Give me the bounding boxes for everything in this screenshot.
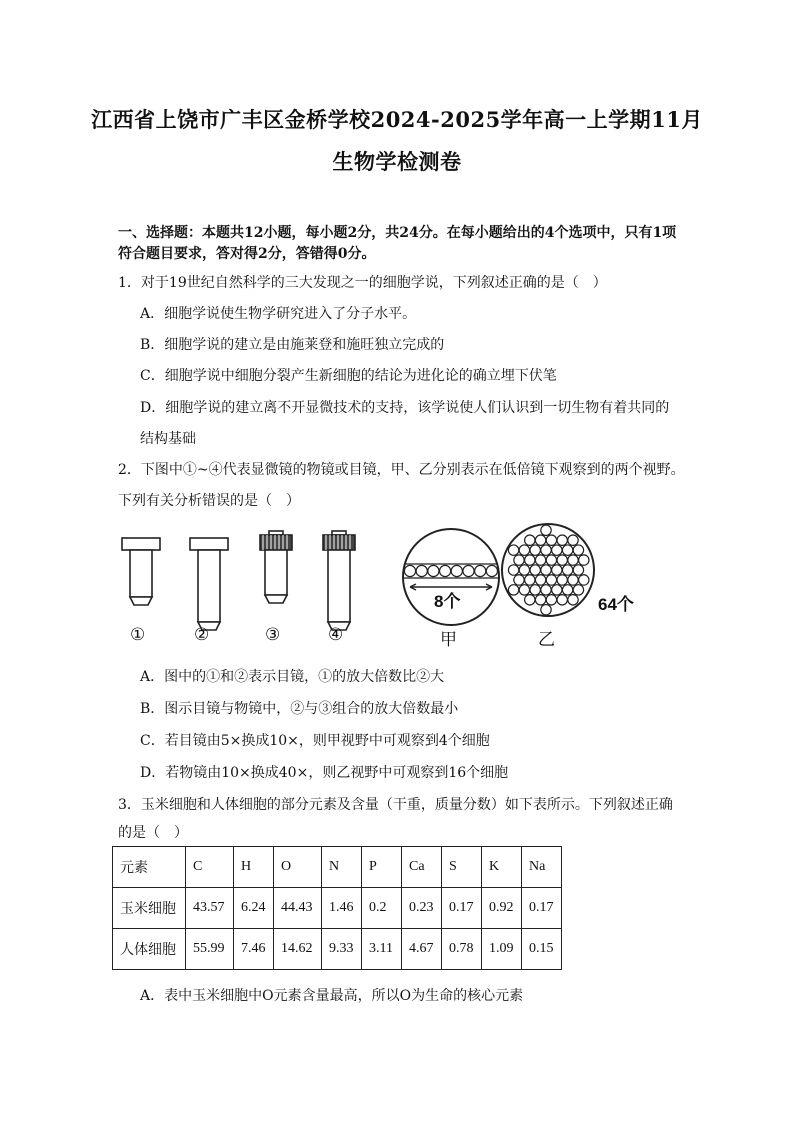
table-cell: 7.46 — [234, 929, 274, 970]
table-cell: 4.67 — [402, 929, 442, 970]
cell-yi — [562, 545, 572, 555]
cell-yi — [514, 555, 524, 565]
q2-stem: 2．下图中①~④代表显微镜的物镜或目镜，甲、乙分别表示在低倍镜下观察到的两个视野。 — [118, 462, 685, 478]
cell-yi — [557, 555, 567, 565]
cell-jia — [451, 565, 462, 576]
q1-option-a: A．细胞学说使生物学研究进入了分子水平。 — [140, 306, 417, 322]
table-header-cell: 元素 — [113, 847, 186, 888]
cell-yi — [546, 595, 556, 605]
table-cell: 玉米细胞 — [113, 888, 186, 929]
table-cell: 44.43 — [274, 888, 322, 929]
table-cell: 0.15 — [522, 929, 562, 970]
cell-jia — [463, 565, 474, 576]
field-yi-label: 乙 — [538, 630, 555, 650]
cell-yi — [519, 585, 529, 595]
table-cell: 0.92 — [482, 888, 522, 929]
cell-yi — [535, 555, 545, 565]
cell-yi — [568, 595, 578, 605]
cell-yi — [568, 555, 578, 565]
cell-yi — [541, 605, 551, 615]
cell-yi — [541, 565, 551, 575]
cell-jia — [416, 565, 427, 576]
cell-jia — [404, 565, 415, 576]
cell-yi — [525, 595, 535, 605]
cell-yi — [508, 565, 518, 575]
table-row-corn — [113, 888, 562, 929]
cell-jia — [428, 565, 439, 576]
field-of-view-jia — [401, 527, 501, 627]
field-jia-cell-count: 8个 — [434, 592, 461, 611]
cell-yi — [557, 535, 567, 545]
cell-yi — [546, 575, 556, 585]
cell-yi — [552, 545, 562, 555]
cell-yi — [508, 585, 518, 595]
cell-yi — [573, 565, 583, 575]
cell-yi — [541, 585, 551, 595]
element-content-table — [112, 846, 562, 970]
table-header-cell: C — [186, 847, 234, 888]
cell-yi — [519, 545, 529, 555]
q2-option-a: A．图中的①和②表示目镜，①的放大倍数比②大 — [140, 669, 445, 685]
cell-yi — [552, 565, 562, 575]
table-cell: 9.33 — [322, 929, 362, 970]
exam-title-line2: 生物学检测卷 — [332, 149, 462, 174]
table-cell: 43.57 — [186, 888, 234, 929]
q1-option-b: B．细胞学说的建立是由施莱登和施旺独立完成的 — [140, 337, 445, 353]
cell-yi — [562, 585, 572, 595]
cell-yi — [535, 535, 545, 545]
table-cell: 55.99 — [186, 929, 234, 970]
q1-option-d-continued: 结构基础 — [140, 431, 196, 447]
q1-option-d: D．细胞学说的建立离不开显微技术的支持，该学说使人们认识到一切生物有着共同的 — [140, 400, 670, 416]
table-cell: 0.23 — [402, 888, 442, 929]
table-header-cell: H — [234, 847, 274, 888]
cell-yi — [573, 545, 583, 555]
lens-label-4: ④ — [328, 625, 344, 645]
cell-yi — [519, 565, 529, 575]
cell-yi — [562, 565, 572, 575]
q1-option-c: C．细胞学说中细胞分裂产生新细胞的结论为进化论的确立埋下伏笔 — [140, 368, 557, 384]
exam-title-line1: 江西省上饶市广丰区金桥学校2024-2025学年高一上学期11月 — [91, 107, 703, 132]
cell-yi — [568, 575, 578, 585]
q2-option-d: D．若物镜由10×换成40×，则乙视野中可观察到16个细胞 — [140, 765, 509, 781]
cell-yi — [525, 575, 535, 585]
field-of-view-yi — [500, 522, 596, 618]
cell-yi — [573, 585, 583, 595]
lens-label-2: ② — [194, 625, 210, 645]
q2-stem-continued: 下列有关分析错误的是（ ） — [118, 493, 300, 509]
cell-yi — [530, 545, 540, 555]
table-header-cell: Na — [522, 847, 562, 888]
table-header-cell: N — [322, 847, 362, 888]
section-heading: 一、选择题：本题共12小题，每小题2分，共24分。在每小题给出的4个选项中，只有1项符合题目要求，答对得2分，答错得0分。 — [118, 225, 677, 262]
cell-jia — [440, 565, 451, 576]
table-cell: 1.09 — [482, 929, 522, 970]
lens-label-3: ③ — [265, 625, 281, 645]
q2-option-b: B．图示目镜与物镜中，②与③组合的放大倍数最小 — [140, 701, 459, 717]
table-header-row — [113, 847, 562, 888]
table-header-cell: Ca — [402, 847, 442, 888]
cell-yi — [541, 525, 551, 535]
lens-label-1: ① — [130, 625, 146, 645]
cell-yi — [508, 545, 518, 555]
table-cell: 14.62 — [274, 929, 322, 970]
table-cell: 0.17 — [442, 888, 482, 929]
table-cell: 人体细胞 — [113, 929, 186, 970]
field-jia-label: 甲 — [440, 630, 457, 650]
cell-yi — [514, 575, 524, 585]
cell-yi — [579, 555, 589, 565]
table-header-cell: P — [362, 847, 402, 888]
cell-yi — [530, 585, 540, 595]
cell-yi — [525, 555, 535, 565]
table-header-cell: K — [482, 847, 522, 888]
table-cell: 1.46 — [322, 888, 362, 929]
q3-option-a: A．表中玉米细胞中O元素含量最高，所以O为生命的核心元素 — [140, 988, 524, 1004]
table-header-cell: S — [442, 847, 482, 888]
table-row-human — [113, 929, 562, 970]
lens-2-eyepiece — [190, 538, 228, 630]
table-header-cell: O — [274, 847, 322, 888]
q3-stem: 3．玉米细胞和人体细胞的部分元素及含量（干重，质量分数）如下表所示。下列叙述正确 — [118, 797, 673, 813]
table-cell: 0.17 — [522, 888, 562, 929]
table-cell: 3.11 — [362, 929, 402, 970]
table-cell: 6.24 — [234, 888, 274, 929]
cell-yi — [546, 555, 556, 565]
cell-yi — [552, 585, 562, 595]
field-yi-cell-count: 64个 — [598, 595, 634, 614]
cell-yi — [535, 575, 545, 585]
table-cell: 0.2 — [362, 888, 402, 929]
cell-yi — [525, 535, 535, 545]
cell-yi — [568, 535, 578, 545]
cell-yi — [557, 575, 567, 585]
cell-yi — [530, 565, 540, 575]
lens-3-objective — [260, 531, 292, 603]
cell-yi — [579, 575, 589, 585]
cell-jia — [475, 565, 486, 576]
cell-yi — [541, 545, 551, 555]
lens-4-objective — [323, 531, 355, 630]
cell-yi — [535, 595, 545, 605]
cell-yi — [546, 535, 556, 545]
q3-stem-continued: 的是（ ） — [118, 825, 188, 841]
table-cell: 0.78 — [442, 929, 482, 970]
cell-jia — [486, 565, 497, 576]
lens-1-eyepiece — [122, 538, 160, 605]
q1-stem: 1．对于19世纪自然科学的三大发现之一的细胞学说，下列叙述正确的是（ ） — [118, 275, 607, 291]
cell-yi — [557, 595, 567, 605]
q2-option-c: C．若目镜由5×换成10×，则甲视野中可观察到4个细胞 — [140, 733, 490, 749]
